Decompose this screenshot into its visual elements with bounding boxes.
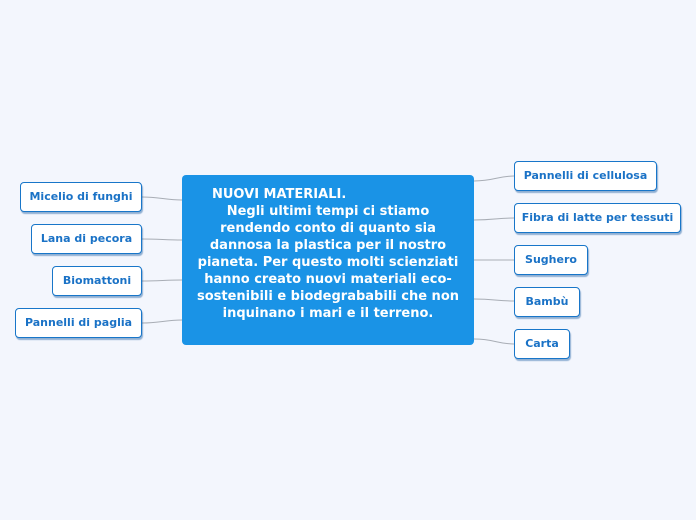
connector-paglia <box>142 320 182 323</box>
connector-micelio <box>142 197 182 200</box>
connector-lana <box>142 239 182 240</box>
connector-cellulosa <box>474 176 514 181</box>
topic-lana-di-pecora[interactable]: Lana di pecora <box>31 224 142 254</box>
central-topic-body: Negli ultimi tempi ci stiamo rendendo conto di quanto sia dannosa la plastica per il nostro pianeta. Per questo molti scienziati hanno creato nuovi materiali eco-sostenibili e biodegrababili che non inquinano i mari e il terreno. <box>196 204 460 321</box>
connector-fibra <box>474 218 514 220</box>
central-topic-title: NUOVI MATERIALI. <box>212 187 347 202</box>
topic-sughero[interactable]: Sughero <box>514 245 588 275</box>
central-topic[interactable] <box>182 175 474 345</box>
connector-biomattoni <box>142 280 182 281</box>
connector-bambu <box>474 299 514 301</box>
topic-biomattoni[interactable]: Biomattoni <box>52 266 142 296</box>
connector-carta <box>474 339 514 344</box>
topic-pannelli-di-paglia[interactable]: Pannelli di paglia <box>15 308 142 338</box>
topic-fibra-di-latte-per-tessuti[interactable]: Fibra di latte per tessuti <box>514 203 681 233</box>
topic-micelio-di-funghi[interactable]: Micelio di funghi <box>20 182 142 212</box>
topic-pannelli-di-cellulosa[interactable]: Pannelli di cellulosa <box>514 161 657 191</box>
topic-bambu[interactable]: Bambù <box>514 287 580 317</box>
topic-carta[interactable]: Carta <box>514 329 570 359</box>
